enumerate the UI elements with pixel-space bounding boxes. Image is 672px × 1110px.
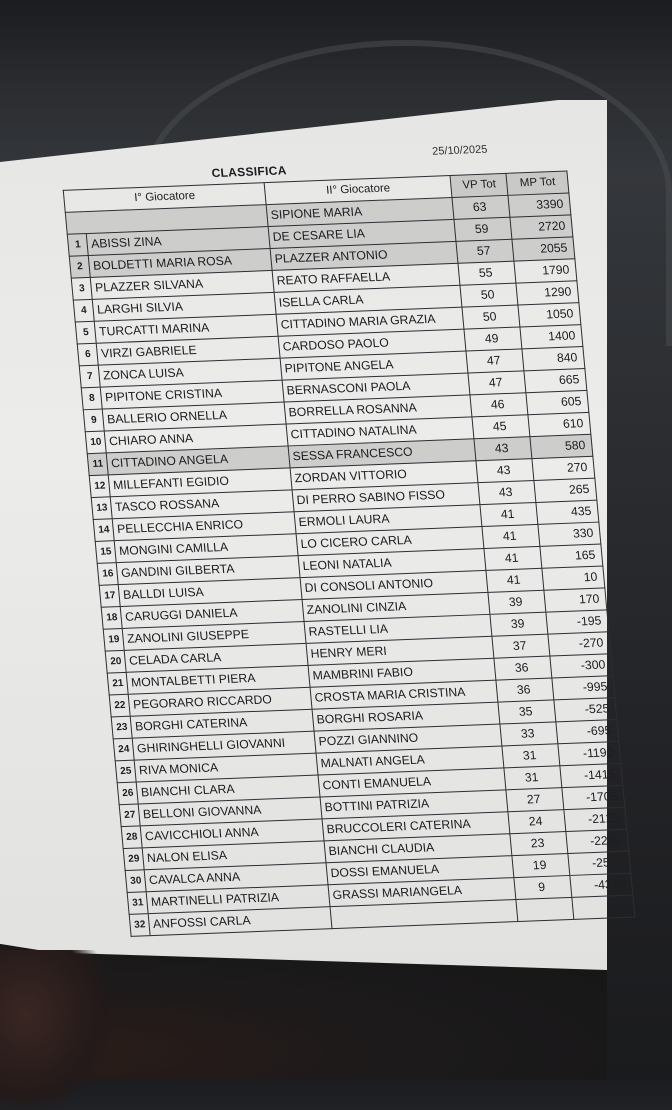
cell-rank: 14 (93, 519, 114, 542)
cell-player2: ZANOLINI CINZIA (302, 592, 490, 621)
cell-mp: 840 (522, 347, 585, 371)
cell-player1: ANFOSSI CARLA (149, 907, 333, 936)
cell-player2: CARDOSO PAOLO (278, 329, 466, 358)
cell-player2: CONTI EMANUELA (318, 768, 506, 797)
cell-player1: MONGINI CAMILLA (115, 534, 299, 563)
cell-rank: 27 (119, 804, 140, 827)
cell-vp: 43 (476, 459, 534, 483)
cell-mp: 270 (532, 456, 595, 480)
cell-vp: 41 (482, 524, 540, 548)
cell-mp: 665 (524, 369, 587, 393)
cell-rank: 13 (91, 497, 112, 520)
cell-rank: 30 (125, 870, 146, 893)
cell-rank: 19 (103, 628, 124, 651)
cell-vp: 46 (470, 393, 528, 417)
cell-player1: CELADA CARLA (125, 643, 309, 672)
cell-vp: 27 (506, 788, 564, 812)
cell-player2: MAMBRINI FABIO (308, 658, 496, 687)
cell-player1: GHIRINGHELLI GIOVANNI (133, 731, 317, 760)
cell-rank: 12 (89, 475, 110, 498)
cell-vp: 33 (500, 722, 558, 746)
cell-player2: CITTADINO MARIA GRAZIA (276, 307, 464, 336)
cell-player2: BIANCHI CLAUDIA (324, 834, 512, 863)
cell-rank: 23 (111, 716, 132, 739)
cell-mp: -1705 (562, 785, 625, 809)
cell-mp: 2055 (512, 237, 575, 261)
cell-player2: CITTADINO NATALINA (286, 417, 474, 446)
cell-mp: 3390 (508, 193, 571, 217)
cell-player1: NALON ELISA (143, 841, 327, 870)
cell-vp: 9 (514, 875, 572, 899)
cell-mp: 165 (540, 544, 603, 568)
cell-mp (572, 895, 635, 919)
cell-player1: BIANCHI CLARA (137, 775, 321, 804)
cell-rank: 29 (123, 848, 144, 871)
cell-mp: -195 (546, 610, 609, 634)
cell-rank: 5 (75, 321, 96, 344)
cell-rank: 16 (97, 563, 118, 586)
cell-vp: 50 (462, 305, 520, 329)
cell-player2: GRASSI MARIANGELA (328, 878, 516, 907)
cell-player2: CROSTA MARIA CRISTINA (310, 680, 498, 709)
cell-vp: 63 (452, 195, 510, 219)
cell-player2: ERMOLI LAURA (294, 505, 482, 534)
cell-player1: BOLDETTI MARIA ROSA (89, 248, 273, 277)
cell-player1: MARTINELLI PATRIZIA (147, 885, 331, 914)
cell-player1: LARGHI SILVIA (93, 292, 277, 321)
cell-mp: -695 (556, 720, 619, 744)
cell-vp: 57 (456, 239, 514, 263)
cell-player1: VIRZI GABRIELE (97, 336, 281, 365)
cell-player1: MILLEFANTI EGIDIO (109, 468, 293, 497)
cell-player1: BALLERIO ORNELLA (103, 402, 287, 431)
cell-player1: BELLONI GIOVANNA (139, 797, 323, 826)
cell-mp: -4370 (570, 873, 633, 897)
cell-vp: 41 (484, 546, 542, 570)
cell-mp: -2280 (566, 829, 629, 853)
cell-vp: 24 (508, 810, 566, 834)
cell-rank: 4 (73, 299, 94, 322)
cell-player1: TASCO ROSSANA (111, 490, 295, 519)
cell-player2: ZORDAN VITTORIO (290, 461, 478, 490)
cell-rank: 15 (95, 541, 116, 564)
cell-player2: RASTELLI LIA (304, 614, 492, 643)
cell-vp: 23 (510, 832, 568, 856)
cell-player2: HENRY MERI (306, 636, 494, 665)
cell-vp: 35 (498, 700, 556, 724)
header-mp: MP Tot (506, 171, 569, 195)
classifica-document (60, 140, 650, 937)
cell-mp: -1190 (558, 741, 621, 765)
cell-rank: 3 (71, 277, 92, 300)
cell-player2: BERNASCONI PAOLA (282, 373, 470, 402)
cell-rank: 22 (109, 694, 130, 717)
cell-rank: 18 (101, 607, 122, 630)
cell-player1: BALLDI LUISA (119, 578, 303, 607)
cell-player1: MONTALBETTI PIERA (127, 665, 311, 694)
cell-player1: ZONCA LUISA (99, 358, 283, 387)
cell-mp: -300 (550, 654, 613, 678)
cell-mp: 1400 (520, 325, 583, 349)
cell-player2: POZZI GIANNINO (314, 724, 502, 753)
cell-vp: 45 (472, 415, 530, 439)
cell-player2: BORRELLA ROSANNA (284, 395, 472, 424)
cell-player1: PLAZZER SILVANA (91, 270, 275, 299)
cell-mp: 1790 (514, 259, 577, 283)
cell-vp: 39 (490, 612, 548, 636)
header-player2: II° Giocatore (264, 176, 452, 205)
cell-rank: 8 (81, 387, 102, 410)
cell-mp: 605 (526, 390, 589, 414)
cell-mp: -995 (552, 676, 615, 700)
cell-vp: 55 (458, 261, 516, 285)
cell-vp: 19 (512, 854, 570, 878)
cell-mp: -2575 (568, 851, 631, 875)
cell-player1: TURCATTI MARINA (95, 314, 279, 343)
cell-vp: 41 (486, 568, 544, 592)
cell-player2: ISELLA CARLA (274, 285, 462, 314)
cell-rank: 17 (99, 585, 120, 608)
cell-rank: 31 (127, 892, 148, 915)
cell-player2: BOTTINI PATRIZIA (320, 790, 508, 819)
cell-player2: DI CONSOLI ANTONIO (300, 570, 488, 599)
cell-mp: 1050 (518, 303, 581, 327)
cell-rank: 2 (69, 255, 90, 278)
cell-player2: DE CESARE LIA (268, 219, 456, 248)
cell-vp: 43 (474, 437, 532, 461)
cell-player2: LEONI NATALIA (298, 549, 486, 578)
cell-rank: 6 (77, 343, 98, 366)
cell-vp: 36 (494, 656, 552, 680)
standings-table (63, 171, 636, 937)
cell-rank: 25 (115, 760, 136, 783)
cell-rank: 9 (83, 409, 104, 432)
cell-vp: 59 (454, 217, 512, 241)
cell-player1: PEGORARO RICCARDO (129, 687, 313, 716)
cell-player2: MALNATI ANGELA (316, 746, 504, 775)
cell-vp: 39 (488, 590, 546, 614)
cell-player2: DOSSI EMANUELA (326, 856, 514, 885)
cell-player1: PELLECCHIA ENRICO (113, 512, 297, 541)
cell-player2: DI PERRO SABINO FISSO (292, 483, 480, 512)
cell-player2: PLAZZER ANTONIO (270, 241, 458, 270)
cell-rank: 26 (117, 782, 138, 805)
cell-player2: PIPITONE ANGELA (280, 351, 468, 380)
cell-player1: ABISSI ZINA (87, 227, 271, 256)
cell-player2: SESSA FRANCESCO (288, 439, 476, 468)
cell-player2: LO CICERO CARLA (296, 527, 484, 556)
cell-player2: BORGHI ROSARIA (312, 702, 500, 731)
cell-mp: -525 (554, 698, 617, 722)
cell-mp: 330 (538, 522, 601, 546)
cell-vp: 47 (468, 371, 526, 395)
cell-mp: -1415 (560, 763, 623, 787)
cell-mp: 2720 (510, 215, 573, 239)
cell-mp: 10 (542, 566, 605, 590)
cell-vp: 31 (502, 744, 560, 768)
cell-mp: -2125 (564, 807, 627, 831)
cell-rank: 10 (85, 431, 106, 454)
cell-rank: 11 (87, 453, 108, 476)
cell-rank: 24 (113, 738, 134, 761)
document-date: 25/10/2025 (431, 143, 488, 158)
document-title: CLASSIFICA (210, 163, 288, 181)
cell-player1: CITTADINO ANGELA (107, 446, 291, 475)
cell-vp: 47 (466, 349, 524, 373)
cell-player1: PIPITONE CRISTINA (101, 380, 285, 409)
cell-vp: 50 (460, 283, 518, 307)
cell-player1: RIVA MONICA (135, 753, 319, 782)
cell-rank: 20 (105, 650, 126, 673)
cell-mp: 610 (528, 412, 591, 436)
cell-player1: CAVALCA ANNA (145, 863, 329, 892)
finger-shadow (0, 950, 110, 1110)
cell-mp: 265 (534, 478, 597, 502)
cell-player2: REATO RAFFAELLA (272, 263, 460, 292)
cell-player2: BRUCCOLERI CATERINA (322, 812, 510, 841)
header-vp: VP Tot (450, 173, 508, 197)
cell-player1: ZANOLINI GIUSEPPE (123, 621, 307, 650)
cell-mp: 580 (530, 434, 593, 458)
cell-rank: 7 (79, 365, 100, 388)
cell-vp: 31 (504, 766, 562, 790)
cell-player1: CAVICCHIOLI ANNA (141, 819, 325, 848)
cell-vp: 36 (496, 678, 554, 702)
cell-mp: -270 (548, 632, 611, 656)
cell-rank: 1 (67, 234, 88, 257)
cell-player2: SIPIONE MARIA (266, 197, 454, 226)
cell-player1: CARUGGI DANIELA (121, 600, 305, 629)
cell-rank: 21 (107, 672, 128, 695)
cell-rank: 28 (121, 826, 142, 849)
cell-vp (516, 897, 574, 921)
cell-player1: BORGHI CATERINA (131, 709, 315, 738)
cell-rank: 32 (129, 914, 150, 937)
cell-vp: 49 (464, 327, 522, 351)
cell-vp: 43 (478, 481, 536, 505)
cell-mp: 435 (536, 500, 599, 524)
header-player1: I° Giocatore (63, 183, 266, 213)
cell-mp: 170 (544, 588, 607, 612)
cell-vp: 41 (480, 502, 538, 526)
table-body (67, 215, 635, 936)
cell-player1: GANDINI GILBERTA (117, 556, 301, 585)
cell-vp: 37 (492, 634, 550, 658)
cell-player1: CHIARO ANNA (105, 424, 289, 453)
cell-mp: 1290 (516, 281, 579, 305)
